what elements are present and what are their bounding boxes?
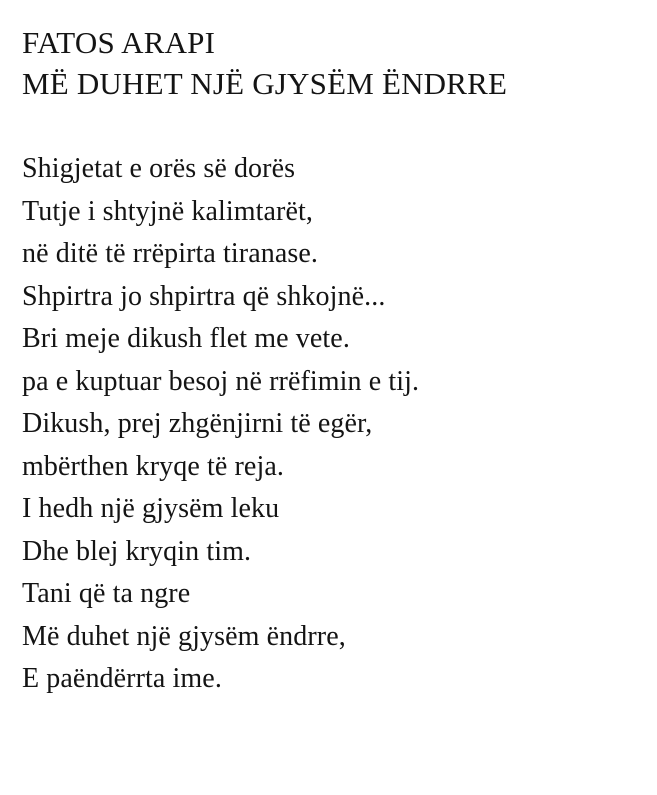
poem-line: Shpirtra jo shpirtra që shkojnë...	[22, 280, 386, 312]
poem-line: E paëndërrta ime.	[22, 663, 222, 694]
poem-line: Dhe blej kryqin tim.	[22, 535, 252, 567]
poem-line: pa e kuptuar besoj në rrëfimin e tij.	[22, 365, 420, 397]
poem-line: në ditë të rrëpirta tiranase.	[22, 238, 318, 269]
poem-line: Shigjetat e orës së dorës	[22, 153, 296, 184]
poem-line: Tutje i shtyjnë kalimtarët,	[22, 195, 313, 227]
poem-body	[22, 148, 639, 701]
poem-line: mbërthen kryqe të reja.	[22, 450, 284, 482]
poem-line: Tani që ta ngre	[22, 578, 191, 609]
poem-line: Dikush, prej zhgënjirni të egër,	[22, 408, 373, 439]
poem-author: FATOS ARAPI	[22, 25, 216, 60]
poem-line: Më duhet një gjysëm ëndrre,	[22, 620, 346, 652]
poem-line: Bri meje dikush flet me vete.	[22, 323, 350, 354]
poem-title: MË DUHET NJË GJYSËM ËNDRRE	[22, 66, 508, 101]
poem-line: I hedh një gjysëm leku	[22, 493, 280, 524]
